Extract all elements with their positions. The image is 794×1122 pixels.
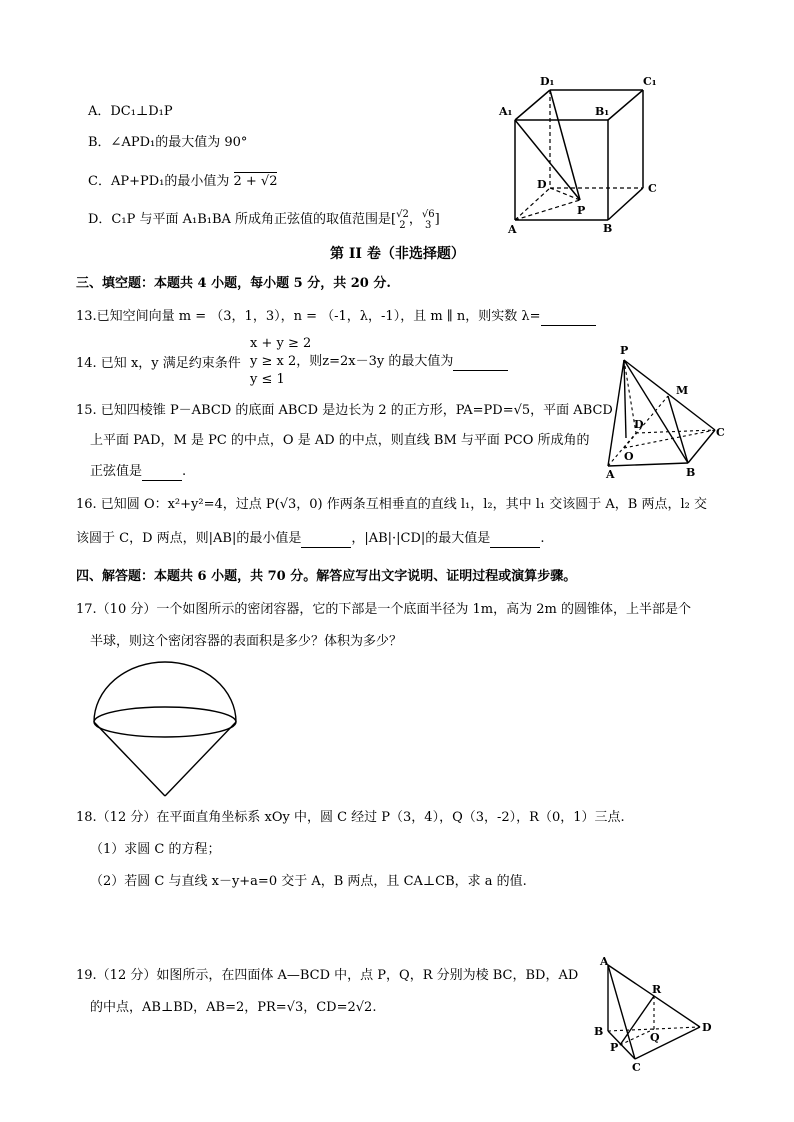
option-d: [88, 205, 440, 235]
q17-line1: 17.（10 分）一个如图所示的密闭容器，它的下部是一个底面半径为 1m，高为 2m 的圆锥体，上半部是个: [76, 602, 691, 617]
option-a: A．DC₁⊥D₁P: [88, 104, 173, 119]
pyr-label-c: C: [716, 426, 725, 439]
q16-line2-text: 该圆于 C，D 两点，则|AB|的最小值是: [76, 531, 302, 546]
tet-label-r: R: [652, 983, 662, 996]
option-d-sep: ，: [408, 212, 422, 227]
q15-line2: 上平面 PAD，M 是 PC 的中点，O 是 AD 的中点，则直线 BM 与平面 PCO 所成角的: [90, 433, 590, 448]
q15-line3-end: .: [182, 464, 187, 479]
q17-line2: 半球，则这个密闭容器的表面积是多少？体积为多少？: [90, 634, 403, 649]
part2-title: 第 II 卷（非选择题）: [330, 246, 465, 262]
q16-blank-1: [301, 533, 351, 548]
cube-label-b: B: [603, 222, 613, 235]
q14-constraint-3: y ≤ 1: [250, 372, 285, 387]
q14-constraint-2: [250, 353, 508, 371]
q14-pre: 14. 已知 x，y 满足约束条件: [76, 356, 241, 371]
q15-line3-text: 正弦值是: [90, 464, 143, 479]
option-d-low: [396, 209, 409, 231]
q13: [76, 308, 596, 326]
option-c-text: C．AP+PD₁的最小值为: [88, 174, 230, 189]
tet-label-c: C: [632, 1061, 641, 1073]
q19-line1: 19.（12 分）如图所示，在四面体 A—BCD 中，点 P，Q，R 分别为棱 BC，BD，AD: [76, 968, 579, 983]
cube-label-c1: C₁: [643, 75, 657, 88]
q14-constraint-1: x + y ≥ 2: [250, 336, 312, 351]
cube-label-p: P: [577, 204, 586, 217]
cube-label-a1: A₁: [499, 105, 513, 118]
cube-label-a: A: [508, 223, 517, 236]
q15-blank: [142, 466, 182, 481]
container-figure: [90, 660, 240, 800]
q19-line2: 的中点，AB⊥BD，AB=2，PR=√3，CD=2√2.: [90, 1000, 377, 1015]
q16-line2: [76, 530, 544, 548]
tetrahedron-figure: [590, 955, 720, 1073]
q14-constraint-2-text: y ≥ x 2，则z=2x－3y 的最大值为: [250, 354, 454, 369]
cube-figure: [495, 70, 670, 240]
section3-title: 三、填空题：本题共 4 小题，每小题 5 分，共 20 分.: [76, 276, 391, 291]
option-d-high-den: 3: [425, 219, 432, 231]
tet-label-d: D: [702, 1021, 712, 1034]
option-d-end: ]: [434, 212, 440, 227]
pyr-label-b: B: [686, 466, 696, 479]
cube-label-b1: B₁: [595, 105, 610, 118]
q13-blank: [541, 311, 596, 326]
q14-blank: [453, 356, 508, 371]
q15-line3: [90, 463, 186, 481]
q18-line2: （1）求圆 C 的方程；: [90, 842, 221, 857]
option-d-high: [422, 209, 435, 231]
option-d-text: D．C₁P 与平面 A₁B₁BA 所成角正弦值的取值范围是[: [88, 212, 397, 227]
pyr-label-p: P: [620, 344, 629, 357]
option-d-low-den: 2: [399, 219, 406, 231]
tet-label-a: A: [600, 955, 609, 968]
tet-label-q: Q: [650, 1031, 660, 1044]
pyramid-figure: [600, 338, 740, 480]
cube-label-d: D: [537, 178, 547, 191]
section4-title: 四、解答题：本题共 6 小题，共 70 分。解答应写出文字说明、证明过程或演算步骤。: [76, 569, 577, 584]
cube-label-c: C: [648, 182, 657, 195]
q16-line1: 16. 已知圆 O：x²+y²=4，过点 P(√3，0) 作两条互相垂直的直线 l₁，l₂，其中 l₁ 交该圆于 A，B 两点，l₂ 交: [76, 497, 707, 512]
option-d-low-num: √2: [396, 208, 409, 220]
tet-label-p: P: [610, 1041, 619, 1054]
q16-blank-2: [490, 533, 540, 548]
pyr-label-d: D: [634, 418, 644, 431]
option-b: B．∠APD₁的最大值为 90°: [88, 135, 248, 150]
option-c-value: 2 + √2: [233, 174, 278, 189]
q16-line2-end: .: [540, 531, 545, 546]
option-c: [88, 173, 277, 191]
cube-label-d1: D₁: [540, 75, 555, 88]
q16-line2-mid: ，|AB|·|CD|的最大值是: [351, 531, 491, 546]
pyr-label-o: O: [624, 450, 634, 463]
q18-line1: 18.（12 分）在平面直角坐标系 xOy 中，圆 C 经过 P（3，4），Q（3，-2），R（0，1）三点.: [76, 810, 625, 825]
q15-line1: 15. 已知四棱锥 P－ABCD 的底面 ABCD 是边长为 2 的正方形，PA=PD=√5，平面 ABCD: [76, 403, 613, 418]
option-d-high-num: √6: [421, 208, 435, 220]
q13-text: 13.已知空间向量 m = （3，1，3），n = （-1，λ，-1），且 m ∥ n，则实数 λ=: [76, 309, 541, 324]
pyr-label-a: A: [606, 468, 615, 480]
tet-label-b: B: [594, 1025, 604, 1038]
q18-line3: （2）若圆 C 与直线 x－y+a=0 交于 A，B 两点，且 CA⊥CB，求 a 的值.: [90, 874, 527, 889]
pyr-label-m: M: [676, 384, 689, 397]
